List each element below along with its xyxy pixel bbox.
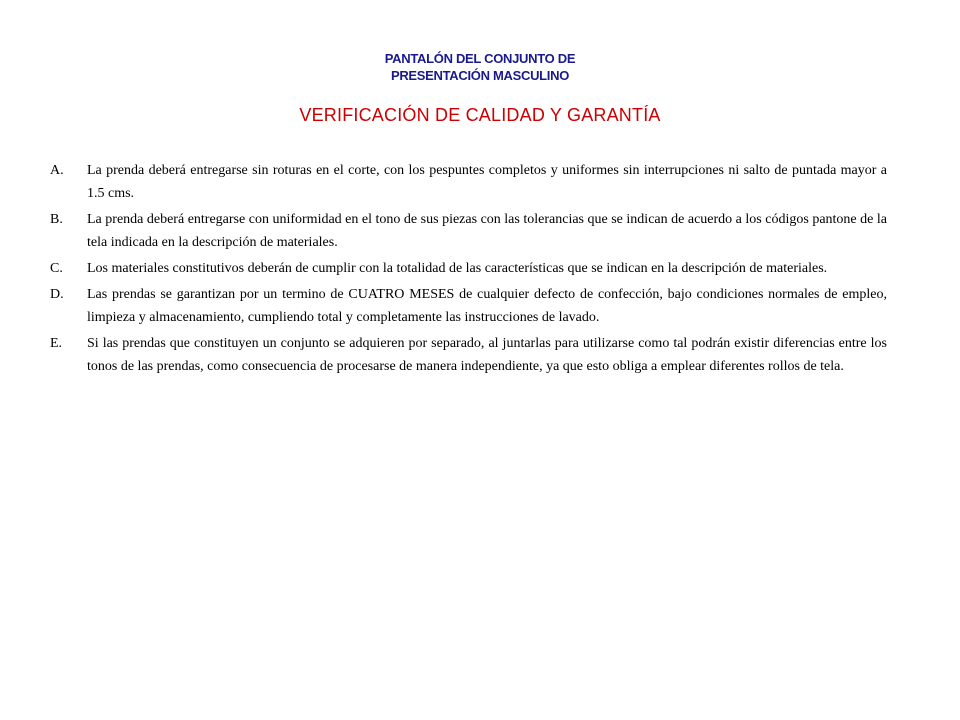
list-item-e [50, 332, 887, 378]
list-item-b [50, 208, 887, 254]
title-line-1: PANTALÓN DEL CONJUNTO DE [384, 51, 576, 66]
item-letter: A. [50, 163, 64, 178]
item-letter: D. [50, 287, 64, 302]
item-text: Las prendas se garantizan por un termino de CUATRO MESES de cualquier defecto de confección, bajo condiciones normales de empleo, limpieza y almacenamiento, cumpliendo total y completamente las instrucciones de lavado. [87, 287, 887, 325]
item-letter: B. [50, 212, 63, 227]
item-letter: C. [50, 261, 63, 276]
section-heading: VERIFICACIÓN DE CALIDAD Y GARANTÍA [299, 105, 661, 125]
list-item-d [50, 283, 887, 329]
list-item-c [50, 257, 887, 280]
item-text: Los materiales constitutivos deberán de cumplir con la totalidad de las características que se indican en la descripción de materiales. [87, 261, 828, 276]
title-line-2: PRESENTACIÓN MASCULINO [390, 68, 570, 83]
list-item-a [50, 159, 887, 205]
item-text: La prenda deberá entregarse con uniformidad en el tono de sus piezas con las tolerancias que se indican de acuerdo a los códigos pantone de la tela indicada en la descripción de materiales. [87, 212, 887, 250]
item-text: Si las prendas que constituyen un conjunto se adquieren por separado, al juntarlas para utilizarse como tal podrán existir diferencias entre los tonos de las prendas, como consecuencia de procesarse de manera independiente, ya que esto obliga a emplear diferentes rollos de tela. [87, 336, 887, 374]
item-text: La prenda deberá entregarse sin roturas en el corte, con los pespuntes completos y uniformes sin interrupciones ni salto de puntada mayor a 1.5 cms. [87, 163, 887, 201]
guarantee-list [50, 159, 887, 381]
item-letter: E. [50, 336, 63, 351]
document-title [0, 50, 960, 84]
